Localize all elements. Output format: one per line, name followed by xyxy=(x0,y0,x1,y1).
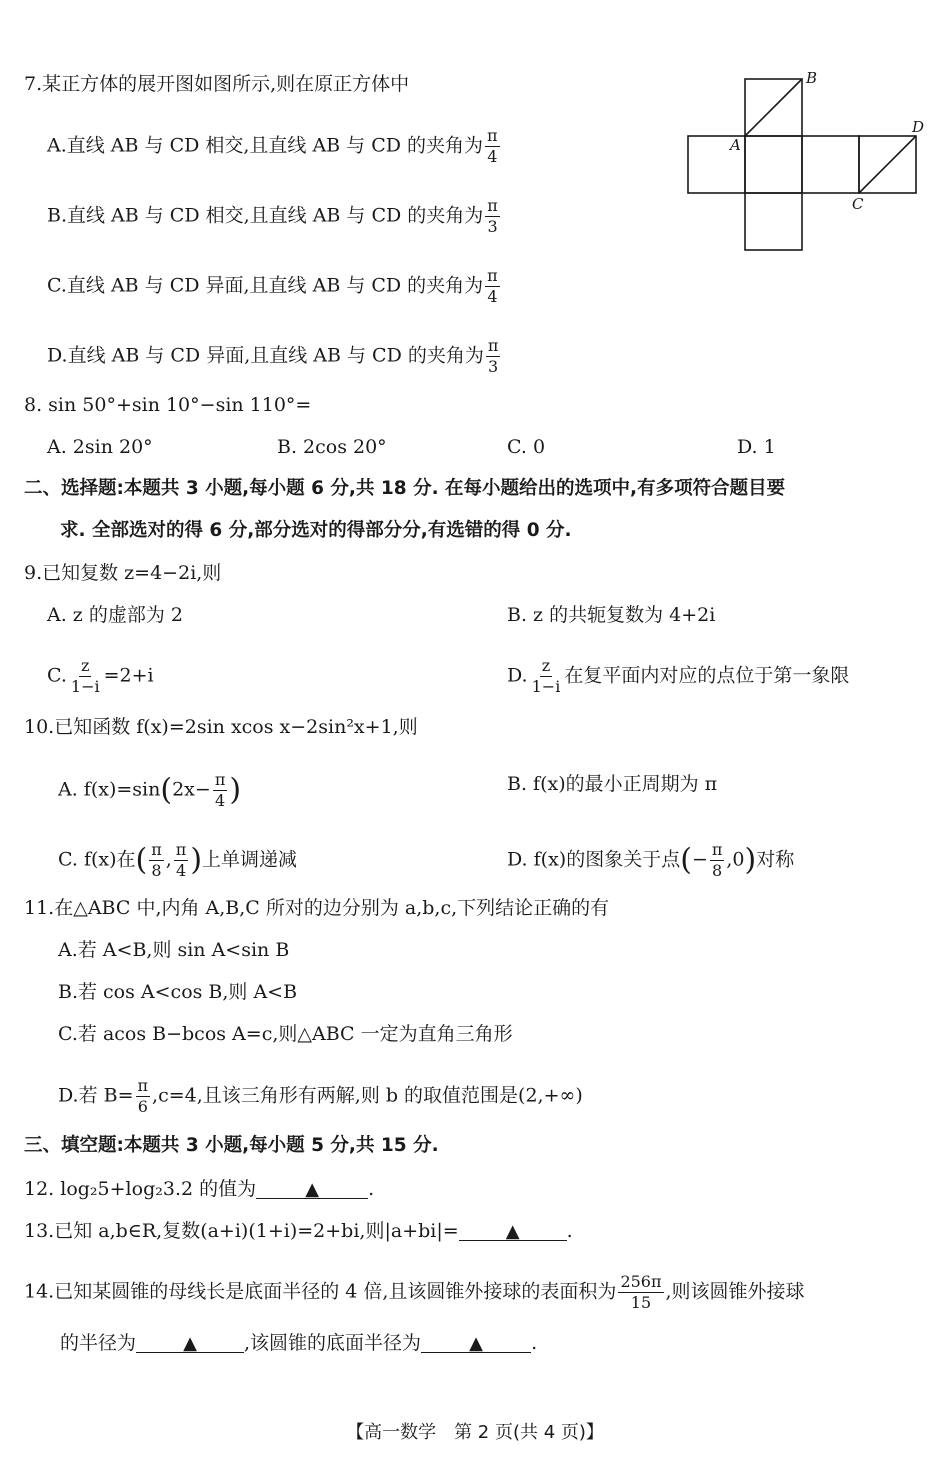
q7-option-a: A.直线 AB 与 CD 相交,且直线 AB 与 CD 的夹角为 $\frac{\pi}{4}$ xyxy=(47,126,498,166)
q14-line1: 14.已知某圆锥的母线长是底面半径的 4 倍,且该圆锥外接球的表面积为 $\frac{256\pi}{15}$ ,则该圆锥外接球 xyxy=(24,1272,805,1312)
q14-line2: 的半径为 ▲ ,该圆锥的底面半径为 ▲ . xyxy=(60,1332,538,1354)
q12-line: 12. log₂5+log₂3.2 的值为 ▲ . xyxy=(24,1178,375,1200)
net-square-center xyxy=(745,136,802,193)
cube-net-figure xyxy=(680,68,930,258)
q8-option-d: D. 1 xyxy=(737,436,776,458)
segment-ab xyxy=(745,79,802,136)
label-a: A xyxy=(730,136,741,154)
q8-option-c: C. 0 xyxy=(507,436,546,458)
q11-option-a: A.若 A<B,则 sin A<sin B xyxy=(58,939,290,961)
q9-option-b: B. z 的共轭复数为 4+2i xyxy=(507,604,716,626)
q11-option-c: C.若 acos B−bcos A=c,则△ABC 一定为直角三角形 xyxy=(58,1023,513,1045)
q7-option-d: D.直线 AB 与 CD 异面,且直线 AB 与 CD 的夹角为 $\frac{\pi}{3}$ xyxy=(47,336,499,376)
q13-line: 13.已知 a,b∈R,复数(a+i)(1+i)=2+bi,则|a+bi|= ▲ . xyxy=(24,1220,573,1242)
segment-cd xyxy=(859,136,916,193)
section2-heading: 二、选择题:本题共 3 小题,每小题 6 分,共 18 分. 在每小题给出的选项中,有多项符合题目要 xyxy=(24,478,786,499)
q9-option-d: D. $\frac{z}{1-i}$ 在复平面内对应的点位于第一象限 xyxy=(507,656,850,696)
q10-option-b: B. f(x)的最小正周期为 π xyxy=(507,773,718,795)
q8-option-b: B. 2cos 20° xyxy=(277,436,387,458)
q7-option-c: C.直线 AB 与 CD 异面,且直线 AB 与 CD 的夹角为 $\frac{\pi}{4}$ xyxy=(47,266,498,306)
q10-option-d: D. f(x)的图象关于点(− $\frac{\pi}{8}$ ,0)对称 xyxy=(507,840,795,880)
net-square-right xyxy=(802,136,859,193)
q9-option-c: C. $\frac{z}{1-i}$ =2+i xyxy=(47,656,154,696)
q9-stem: 9.已知复数 z=4−2i,则 xyxy=(24,562,222,584)
q14-radius-blank[interactable]: ▲ xyxy=(136,1333,244,1353)
q14-base-radius-blank[interactable]: ▲ xyxy=(421,1333,531,1353)
q13-answer-blank[interactable]: ▲ xyxy=(459,1221,567,1241)
q8-option-a: A. 2sin 20° xyxy=(47,436,153,458)
q11-option-d: D.若 B= $\frac{\pi}{6}$ ,c=4,且该三角形有两解,则 b 的取值范围是(2,+∞) xyxy=(58,1076,583,1116)
section2-instructions: 求. 全部选对的得 6 分,部分选对的得部分分,有选错的得 0 分. xyxy=(60,520,572,541)
net-square-bottom xyxy=(745,193,802,250)
q7-option-b: B.直线 AB 与 CD 相交,且直线 AB 与 CD 的夹角为 $\frac{\pi}{3}$ xyxy=(47,196,498,236)
q8-stem: 8. sin 50°+sin 10°−sin 110°= xyxy=(24,394,312,416)
q9-option-a: A. z 的虚部为 2 xyxy=(47,604,183,626)
q10-option-c: C. f(x)在( $\frac{\pi}{8}$ , $\frac{\pi}{4}$ )上单调递减 xyxy=(58,840,298,880)
q12-answer-blank[interactable]: ▲ xyxy=(256,1179,368,1199)
label-c: C xyxy=(852,195,864,213)
page-footer: 【高一数学 第 2 页(共 4 页)】 xyxy=(346,1422,604,1443)
label-b: B xyxy=(806,69,818,87)
label-d: D xyxy=(912,118,925,136)
q10-option-a: A. f(x)=sin(2x− $\frac{\pi}{4}$ ) xyxy=(58,770,242,810)
q7-stem: 7.某正方体的展开图如图所示,则在原正方体中 xyxy=(24,73,410,95)
q10-stem: 10.已知函数 f(x)=2sin xcos x−2sin²x+1,则 xyxy=(24,716,418,738)
q11-option-b: B.若 cos A<cos B,则 A<B xyxy=(58,981,298,1003)
q11-stem: 11.在△ABC 中,内角 A,B,C 所对的边分别为 a,b,c,下列结论正确的有 xyxy=(24,897,610,919)
section3-heading: 三、填空题:本题共 3 小题,每小题 5 分,共 15 分. xyxy=(24,1135,439,1156)
